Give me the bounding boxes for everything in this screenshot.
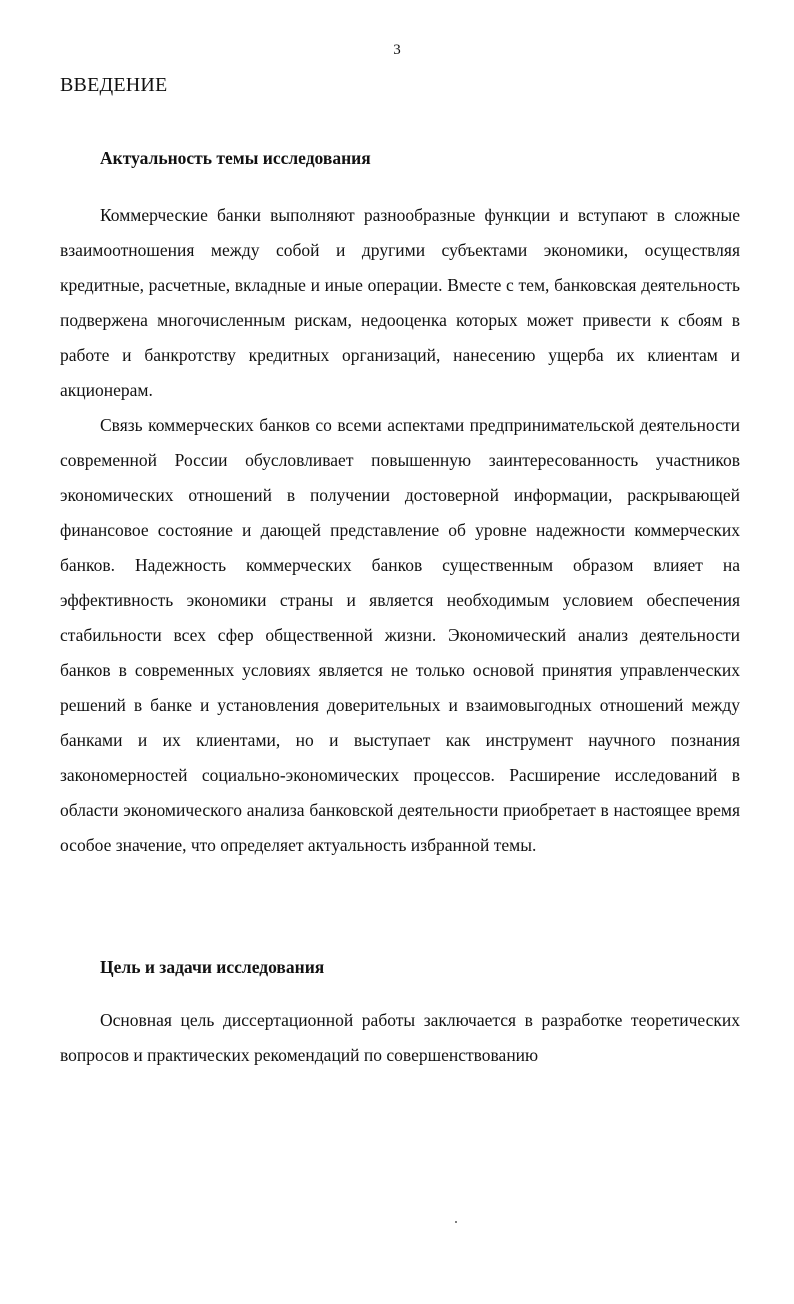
paragraph-relevance-1: Коммерческие банки выполняют разнообразные функции и вступают в сложные взаимоотношения между собой и другими субъектами экономики, осуществляя кредитные, расчетные, вкладные и иные операции. Вместе с тем, банковская деятельность подвержена многочисленным рискам, недооценка которых может привести к сбоям в работе и банкротству кредитных организаций, нанесению ущерба их клиентам и акционерам. xyxy=(60,204,740,400)
page-title: ВВЕДЕНИЕ xyxy=(60,74,168,96)
page-number: 3 xyxy=(393,42,401,58)
paragraph-relevance-2: Связь коммерческих банков со всеми аспектами предпринимательской деятельности современной России обусловливает повышенную заинтересованность участников экономических отношений в получении достоверной информации, раскрывающей финансовое состояние и дающей представление об уровне надежности коммерческих банков. Надежность коммерческих банков существенным образом влияет на эффективность экономики страны и является необходимым условием обеспечения стабильности всех сфер общественной жизни. Экономический анализ деятельности банков в современных условиях является не только основой принятия управленческих решений в банке и установления доверительных и взаимовыгодных отношений между банками и их клиентами, но и выступает как инструмент научного познания закономерностей социально-экономических процессов. Расширение исследований в области экономического анализа банковской деятельности приобретает в настоящее время особое значение, что определяет актуальность избранной темы. xyxy=(60,414,740,855)
section-heading-goals: Цель и задачи исследования xyxy=(100,957,325,977)
scan-speck xyxy=(455,1221,457,1223)
paragraph-goals-1: Основная цель диссертационной работы заключается в разработке теоретических вопросов и практических рекомендаций по совершенствованию xyxy=(60,1009,740,1065)
section-heading-relevance: Актуальность темы исследования xyxy=(100,148,371,168)
